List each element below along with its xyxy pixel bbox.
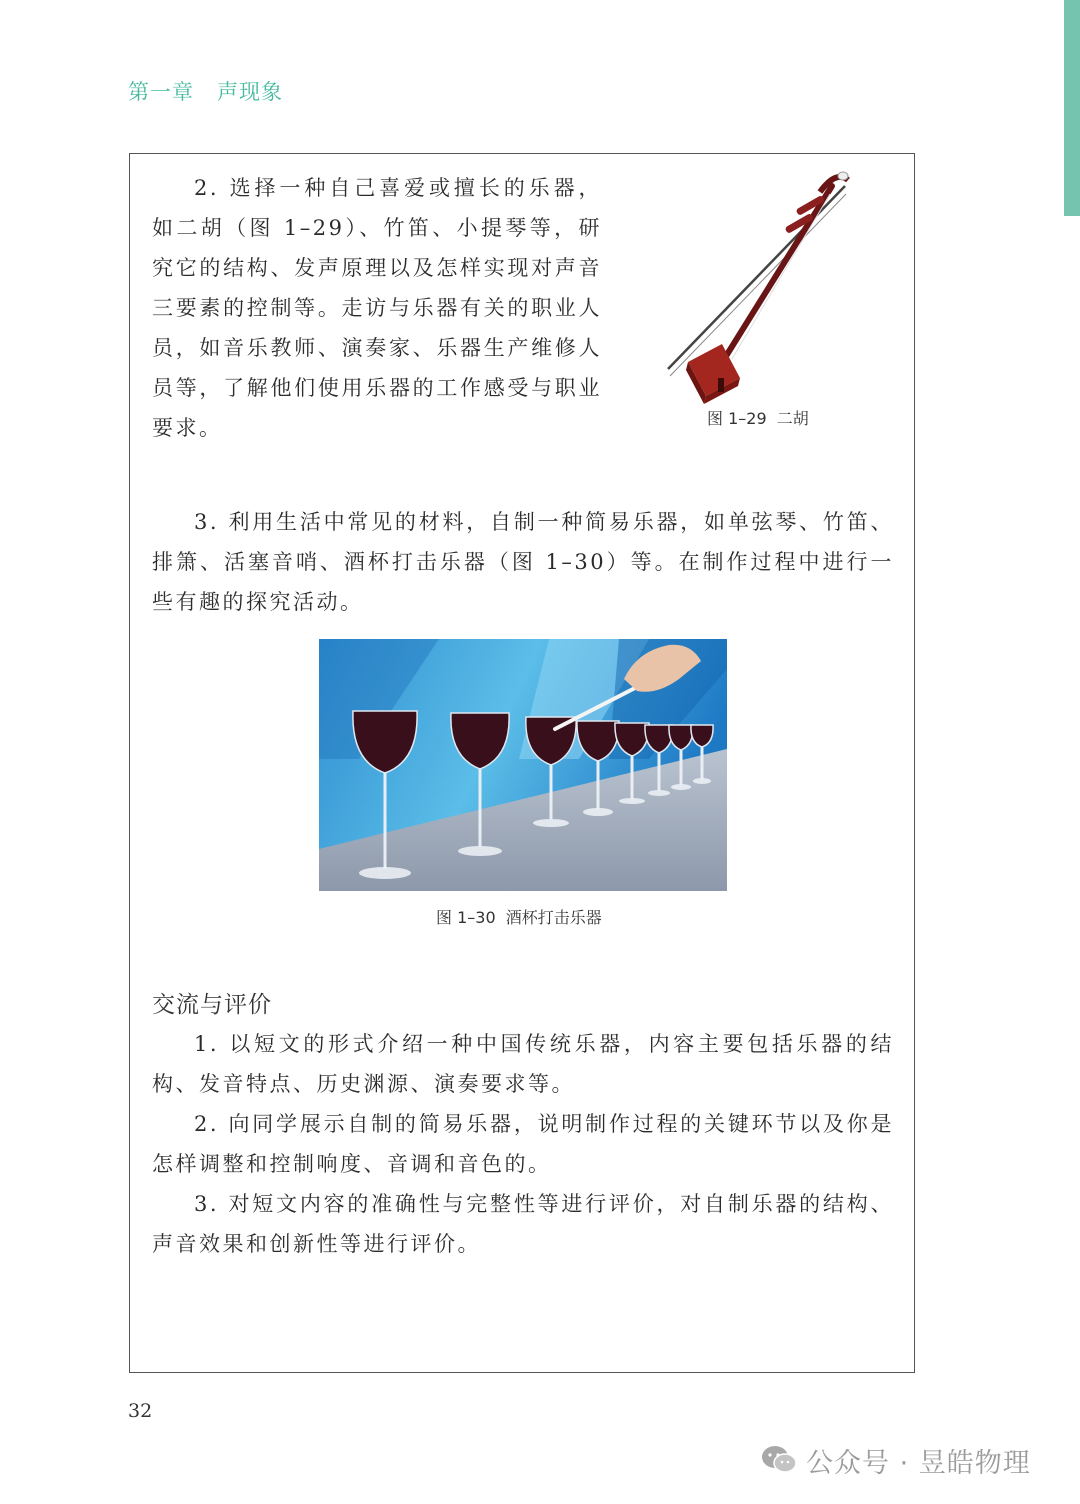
activity-box xyxy=(129,153,915,1373)
chapter-tab-strip xyxy=(1064,0,1080,216)
discussion-item-3: 3. 对短文内容的准确性与完整性等进行评价，对自制乐器的结构、声音效果和创新性等进行评价。 xyxy=(152,1192,894,1256)
discussion-section-title: 交流与评价 xyxy=(152,992,272,1018)
chapter-header: 第一章 声现象 xyxy=(128,80,284,104)
erhu-image xyxy=(660,164,850,404)
watermark-text: 公众号 · 昱皓物理 xyxy=(806,1447,1031,1479)
page-number: 32 xyxy=(128,1400,153,1422)
discussion-item-2: 2. 向同学展示自制的简易乐器，说明制作过程的关键环节以及你是怎样调整和控制响度、音调和音色的。 xyxy=(152,1112,894,1176)
wine-glass-instrument-photo xyxy=(319,639,727,891)
figure-1-30-caption: 图 1–30 酒杯打击乐器 xyxy=(436,908,602,927)
activity-item-2: 2. 选择一种自己喜爱或擅长的乐器，如二胡（图 1–29）、竹笛、小提琴等，研究它的结构、发声原理以及怎样实现对声音三要素的控制等。走访与乐器有关的职业人员，如音乐教师、演奏家、乐器生产维修人员等，了解他们使用乐器的工作感受与职业要求。 xyxy=(152,176,602,440)
activity-item-3: 3. 利用生活中常见的材料，自制一种简易乐器，如单弦琴、竹笛、排箫、活塞音哨、酒杯打击乐器（图 1–30）等。在制作过程中进行一些有趣的探究活动。 xyxy=(152,510,894,614)
watermark xyxy=(760,1440,1031,1480)
wechat-icon xyxy=(760,1444,798,1476)
figure-1-29-caption: 图 1–29 二胡 xyxy=(707,409,809,428)
discussion-item-1: 1. 以短文的形式介绍一种中国传统乐器，内容主要包括乐器的结构、发音特点、历史渊源、演奏要求等。 xyxy=(152,1032,894,1096)
